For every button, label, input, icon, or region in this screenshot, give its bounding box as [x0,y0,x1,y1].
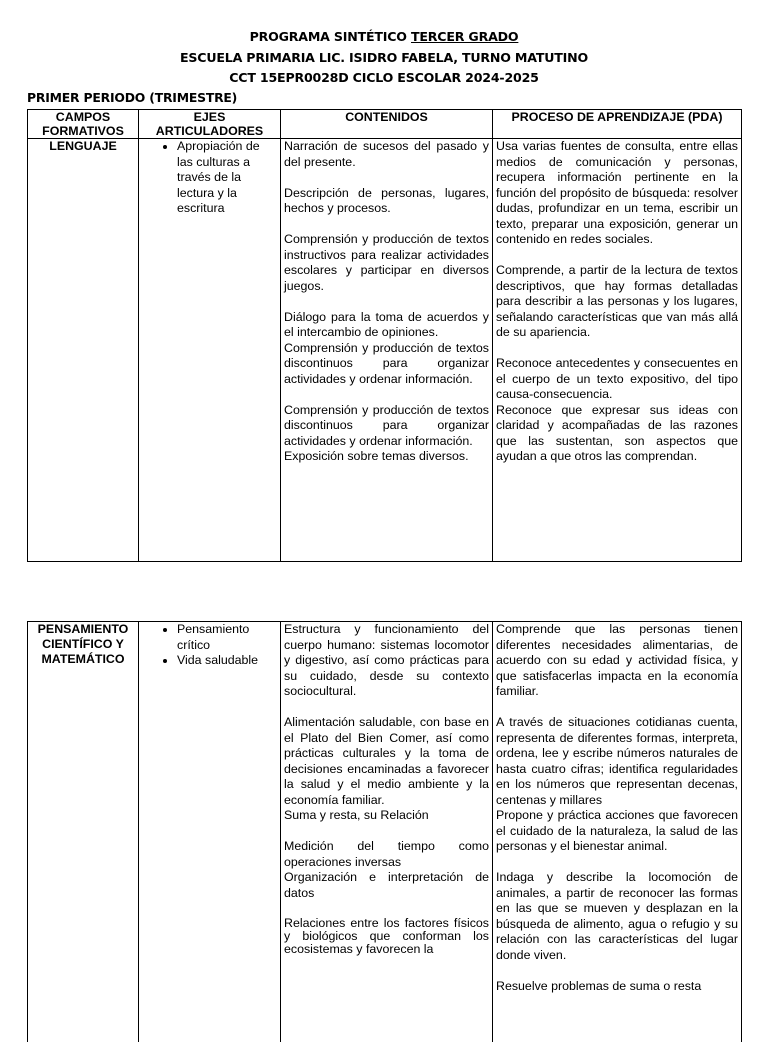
pda-item: Resuelve problemas de suma o resta [496,978,702,993]
contenido-item: Comprensión y producción de textos discontinuos para organizar actividades y ordenar información. [284,402,489,448]
pda-item: Comprende, a partir de la lectura de textos descriptivos, que hay formas detalladas para describir a las personas y los lugares, señalando características que van más allá de su apariencia. [496,263,738,339]
document-title [0,29,768,44]
pda-item: Reconoce que expresar sus ideas con claridad y acompañadas de las razones que las sustentan, son aspectos que ayudan a que otros las comprendan. [496,402,738,463]
eje-item: • Vida saludable [177,653,277,669]
table-header-row [28,110,742,139]
contenido-item: Alimentación saludable, con base en el Plato del Bien Comer, así como prácticas culturales y la toma de decisiones encaminadas a favorecer la salud y el medio ambiente y la economía familiar. [284,715,489,807]
ejes-cell [139,622,281,1042]
header-contenidos: CONTENIDOS [281,110,493,139]
pda-item: Reconoce antecedentes y consecuentes en el cuerpo de un texto expositivo, del tipo causa-consecuencia. [496,356,738,401]
pda-item: Indaga y describe la locomoción de animales, a partir de reconocer las formas en las que se mueven y desplazan en la búsqueda de alimento, agua o refugio y su relación con las características del lugar donde viven. [496,870,738,962]
school-name: ESCUELA PRIMARIA LIC. ISIDRO FABELA, TURNO MATUTINO [180,50,588,65]
pda-cell [493,139,742,562]
contenidos-cell [281,622,493,1042]
pda-cell [493,622,742,1042]
contenido-item: Comprensión y producción de textos discontinuos para organizar actividades y ordenar información. [284,340,489,386]
campo-pensamiento: PENSAMIENTO CIENTÍFICO Y MATEMÁTICO [28,622,139,1042]
period-label: PRIMER PERIODO (TRIMESTRE) [27,90,238,105]
campo-lenguaje: LENGUAJE [28,139,139,562]
contenido-item: Diálogo para la toma de acuerdos y el intercambio de opiniones. [284,309,489,339]
eje-item: • Apropiación de las culturas a través de la lectura y la escritura [177,139,277,217]
eje-item: • Pensamiento crítico [177,622,277,653]
pda-item: Comprende que las personas tienen diferentes necesidades alimentarias, de acuerdo con su edad y actividad física, y que satisfacerlas impacta en la economía familiar. [496,622,738,698]
contenido-item: Narración de sucesos del pasado y del presente. [284,139,489,169]
school-cct: CCT 15EPR0028D CICLO ESCOLAR 2024-2025 [229,70,539,85]
title-grade: TERCER GRADO [411,29,519,44]
contenido-item: Descripción de personas, lugares, hechos y procesos. [284,185,489,215]
contenido-item: Medición del tiempo como operaciones inversas [284,839,489,869]
title-prefix: PROGRAMA SINTÉTICO [249,29,412,44]
header-ejes: EJES ARTICULADORES [139,110,281,139]
contenido-item: Comprensión y producción de textos instructivos para realizar actividades escolares y participar en diversos juegos. [284,232,489,293]
header-campos: CAMPOS FORMATIVOS [28,110,139,139]
contenido-item: Organización e interpretación de datos [284,870,489,900]
program-table-pensamiento [27,621,742,1042]
pda-item: Usa varias fuentes de consulta, entre ellas medios de comunicación y personas, recupera información pertinente en la función del propósito de búsqueda: resolver dudas, profundizar en un tema, escribir un texto, preparar una exposición, generar un contenido en redes sociales. [496,139,738,246]
contenido-item: Estructura y funcionamiento del cuerpo humano: sistemas locomotor y digestivo, así como prácticas para su cuidado, desde su contexto sociocultural. [284,622,489,698]
ejes-cell [139,139,281,562]
contenido-item: Relaciones entre los factores físicos y biológicos que conforman los ecosistemas y favorecen la [284,915,489,956]
contenidos-cell [281,139,493,562]
pda-item: Propone y práctica acciones que favorecen el cuidado de la naturaleza, la salud de las personas y el bienestar animal. [496,808,738,853]
contenido-item: Exposición sobre temas diversos. [284,449,469,463]
contenido-item: Suma y resta, su Relación [284,808,429,822]
header-pda: PROCESO DE APRENDIZAJE (PDA) [493,110,742,139]
table-row [28,622,742,1042]
pda-item: A través de situaciones cotidianas cuenta, representa de diferentes formas, interpreta, ordena, lee y escribe números naturales de hasta cuatro cifras; identifica regularidades en los números que representan decenas, centenas y millares [496,715,738,807]
table-row [28,139,742,562]
program-table-lenguaje [27,109,742,562]
